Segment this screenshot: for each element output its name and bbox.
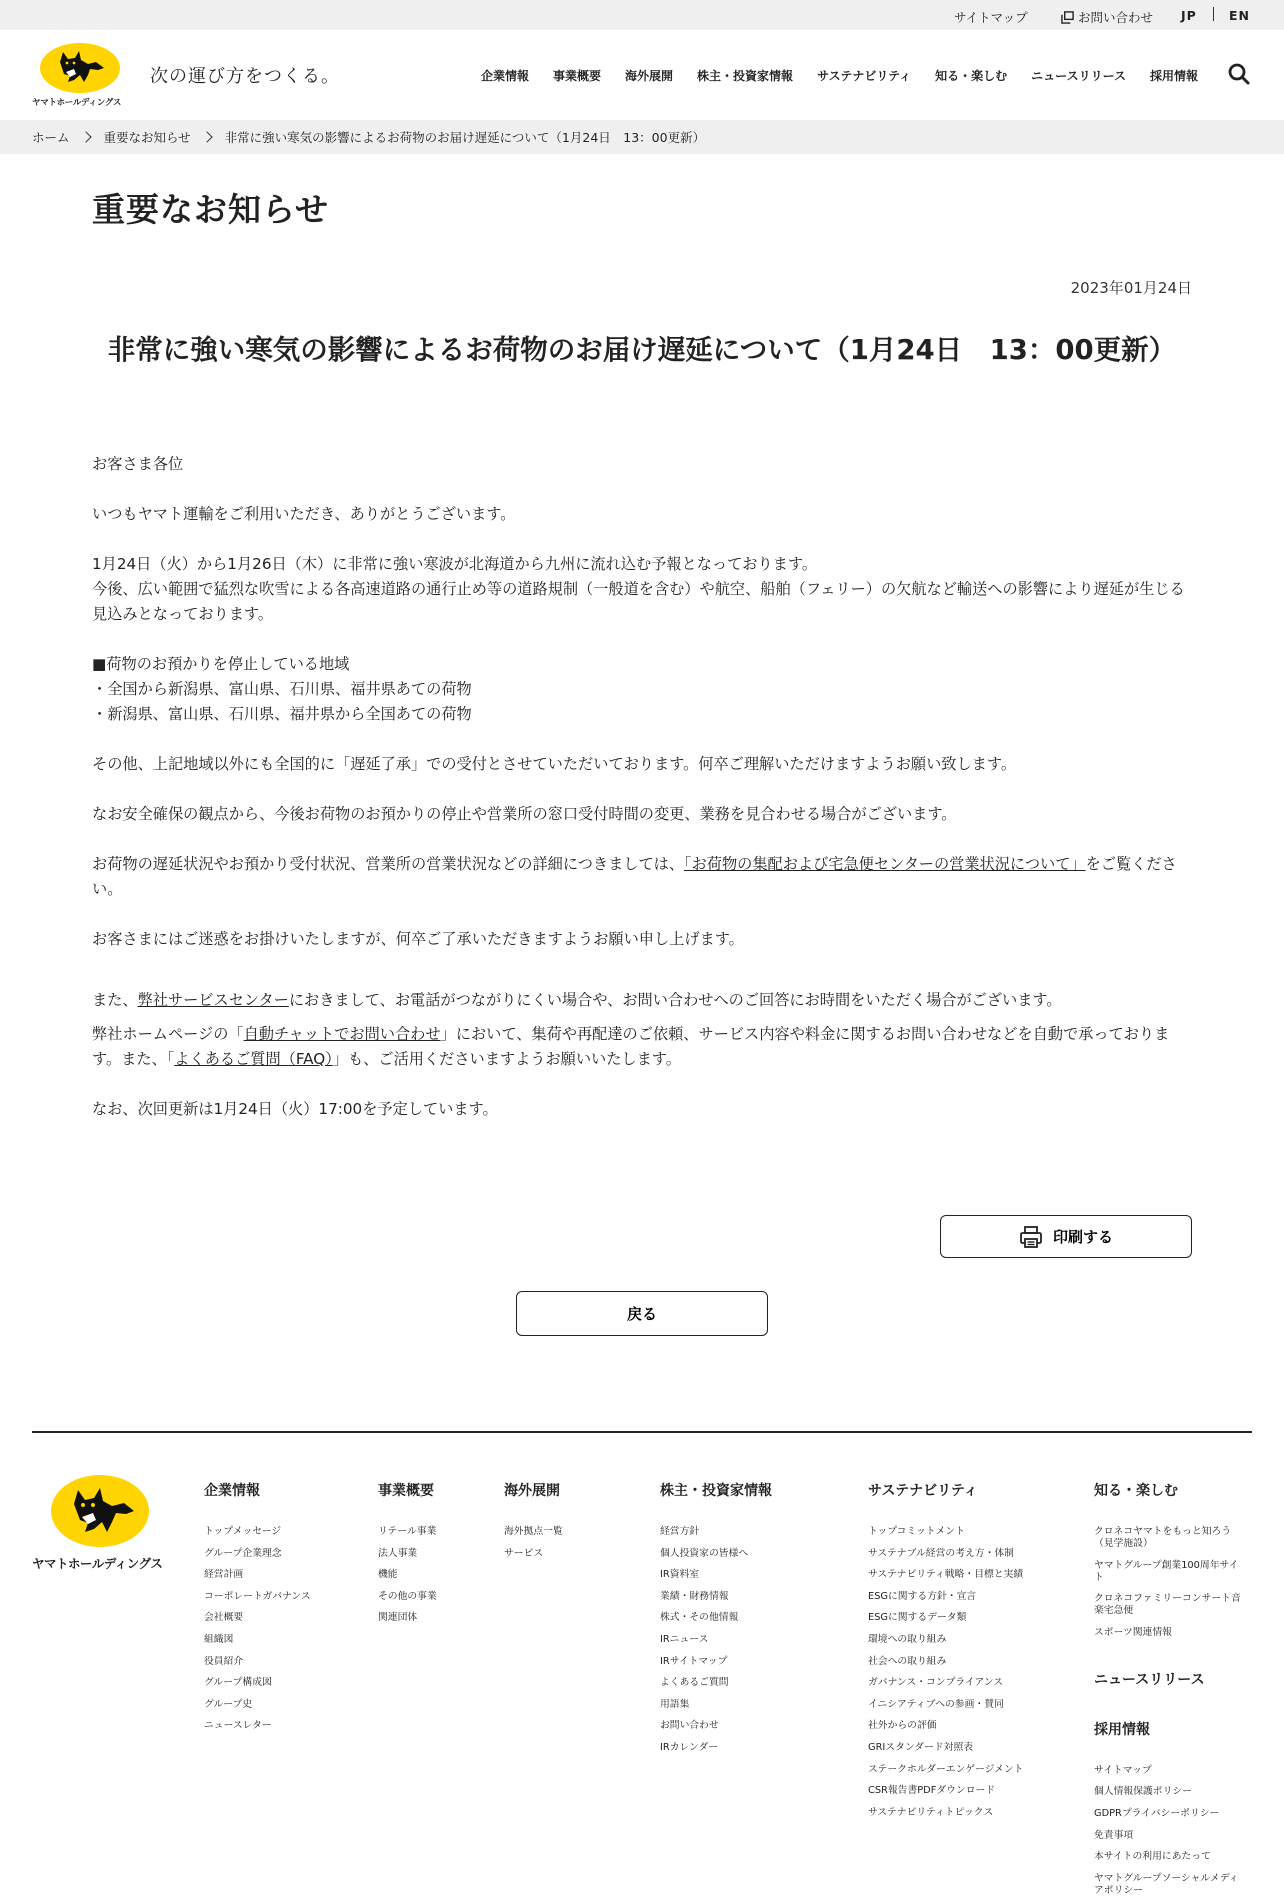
auto-chat-link[interactable]: 自動チャットでお問い合わせ (243, 1025, 441, 1043)
site-logo[interactable] (30, 42, 130, 108)
nav-item[interactable]: 知る・楽しむ (935, 69, 1008, 83)
footer-link-company[interactable]: 会社概要 (204, 1612, 244, 1624)
breadcrumb-home[interactable]: ホーム (32, 130, 70, 145)
page-title: 重要なお知らせ (92, 190, 330, 229)
status-details-pre: お荷物の遅延状況やお預かり受付状況、営業所の営業状況などの詳細につきましては、 (92, 855, 685, 873)
footer-heading[interactable]: 企業情報 (204, 1483, 260, 1499)
footer-link-ir[interactable]: IRニュース (660, 1633, 709, 1645)
footer-link-misc[interactable]: ヤマトグループソーシャルメディアポリシー (1094, 1872, 1239, 1896)
service-center-pre: また、 (92, 991, 138, 1009)
footer-divider (32, 1431, 1252, 1433)
greeting: お客さま各位 (92, 455, 184, 473)
global-nav (481, 67, 1222, 84)
external-window-icon (1061, 11, 1074, 24)
footer-heading[interactable]: 知る・楽しむ (1094, 1483, 1178, 1499)
nav-item[interactable]: 海外展開 (625, 69, 674, 83)
footer-link-sustainability[interactable]: イニシアティブへの参画・賛同 (868, 1698, 1004, 1710)
footer-col-sustainability (868, 1480, 1023, 1828)
footer-link-business[interactable]: 機能 (378, 1569, 398, 1581)
footer-link-misc[interactable]: 個人情報保護ポリシー (1094, 1786, 1192, 1798)
site-header (0, 30, 1284, 120)
impact-text: 今後、広い範囲で猛烈な吹雪による各高速道路の通行止め等の道路規制（一般道を含む）や航空、船舶（フェリー）の欠航など輸送への影響により遅延が生じる見込みとなっております。 (92, 580, 1185, 623)
footer-link-ir[interactable]: 用語集 (660, 1698, 690, 1710)
footer-col-enjoy (1094, 1480, 1244, 1900)
footer-heading-news[interactable]: ニュースリリース (1094, 1671, 1205, 1688)
footer-link-company[interactable]: グループ史 (204, 1698, 253, 1710)
nav-item[interactable]: 採用情報 (1149, 69, 1198, 83)
footer-link-enjoy[interactable]: クロネコファミリーコンサート音楽宅急便 (1094, 1593, 1241, 1617)
nav-item[interactable]: 事業概要 (553, 69, 602, 83)
footer-link-company[interactable]: コーポレートガバナンス (204, 1590, 311, 1602)
chat-faq-text (92, 1022, 1192, 1072)
nav-item[interactable]: 企業情報 (481, 69, 530, 83)
utility-contact-link[interactable] (1061, 8, 1153, 26)
utility-bar (0, 0, 1284, 30)
footer-heading[interactable]: 海外展開 (504, 1483, 560, 1499)
utility-contact-label: お問い合わせ (1078, 10, 1154, 25)
footer-heading[interactable]: 事業概要 (378, 1483, 434, 1499)
printer-icon (1019, 1225, 1043, 1249)
black-cat-logo-icon (32, 1474, 174, 1552)
footer-link-business[interactable]: 関連団体 (378, 1612, 418, 1624)
footer-link-ir[interactable]: 経営方針 (660, 1526, 700, 1537)
forecast-text: 1月24日（火）から1月26日（木）に非常に強い寒波が北海道から九州に流れ込む予報となっております。 (92, 555, 818, 573)
status-details-post: をご覧ください。 (92, 855, 1177, 898)
lang-en-link[interactable]: EN (1229, 8, 1251, 23)
footer-link-company[interactable]: 経営計画 (204, 1569, 244, 1581)
footer-link-enjoy[interactable]: クロネコヤマトをもっと知ろう（見学施設） (1094, 1526, 1232, 1549)
footer-link-misc[interactable]: 免責事項 (1094, 1829, 1134, 1841)
status-details-text (92, 852, 1192, 902)
black-cat-logo-icon (30, 42, 130, 94)
footer-link-sustainability[interactable]: ステークホルダーエンゲージメント (868, 1763, 1024, 1775)
footer-link-sustainability[interactable]: ガバナンス・コンプライアンス (868, 1677, 1004, 1689)
footer-link-sustainability[interactable]: サステナビリティ戦略・目標と実績 (868, 1569, 1024, 1581)
search-icon (1227, 62, 1251, 86)
footer-link-sustainability[interactable]: GRIスタンダード対照表 (868, 1741, 974, 1753)
footer-link-company[interactable]: トップメッセージ (204, 1526, 282, 1537)
chat-faq-pre: 弊社ホームページの「 (92, 1025, 244, 1043)
footer-link-company[interactable]: 役員紹介 (204, 1655, 244, 1667)
footer-col-business (378, 1480, 437, 1634)
chat-faq-post: 」も、ご活用くださいますようお願いいたします。 (332, 1050, 681, 1068)
logo-wordmark: ヤマトホールディングス (32, 98, 122, 108)
delivery-status-link[interactable]: 「お荷物の集配および宅急便センターの営業状況について」 (684, 855, 1086, 873)
footer-link-overseas[interactable]: 海外拠点一覧 (504, 1526, 563, 1537)
footer-col-company (204, 1480, 311, 1742)
apology-text: お客さまにはご迷惑をお掛けいたしますが、何卒ご了承いただきますようお願い申し上げます。 (92, 930, 744, 948)
footer-link-sustainability[interactable]: サステナビリティトピックス (868, 1806, 994, 1818)
footer-link-business[interactable]: リテール事業 (378, 1526, 437, 1537)
footer-heading[interactable]: 株主・投資家情報 (660, 1483, 772, 1499)
nav-item[interactable]: ニュースリリース (1031, 69, 1126, 83)
footer-link-business[interactable]: 法人事業 (378, 1547, 418, 1559)
footer-link-company[interactable]: ニュースレター (204, 1720, 272, 1732)
breadcrumb-section[interactable]: 重要なお知らせ (103, 130, 191, 145)
suspended-area-item: ・全国から新潟県、富山県、石川県、福井県あての荷物 (92, 680, 472, 698)
footer-link-misc[interactable]: サイトマップ (1094, 1764, 1152, 1776)
footer-link-business[interactable]: その他の事業 (378, 1590, 437, 1602)
suspended-area-heading: ■荷物のお預かりを停止している地域 (92, 655, 350, 673)
post-date: 2023年01月24日 (1070, 279, 1192, 297)
footer-link-ir[interactable]: IRサイトマップ (660, 1655, 728, 1667)
footer-link-enjoy[interactable]: スポーツ関連情報 (1094, 1626, 1172, 1638)
breadcrumb (0, 120, 1284, 154)
next-update-text: なお、次回更新は1月24日（火）17:00を予定しています。 (92, 1100, 498, 1118)
footer-link-enjoy[interactable]: ヤマトグループ創業100周年サイト (1094, 1559, 1239, 1583)
thanks-text: いつもヤマト運輸をご利用いただき、ありがとうございます。 (92, 505, 516, 523)
footer-link-ir[interactable]: お問い合わせ (660, 1720, 719, 1732)
lang-divider (1213, 7, 1214, 21)
footer-link-overseas[interactable]: サービス (504, 1547, 544, 1559)
footer-link-ir[interactable]: IR資料室 (660, 1569, 700, 1581)
safety-text: なお安全確保の観点から、今後お荷物のお預かりの停止や営業所の窓口受付時間の変更、業務を見合わせる場合がございます。 (92, 805, 957, 823)
nav-item[interactable]: サステナビリティ (817, 69, 912, 83)
breadcrumb-current: 非常に強い寒気の影響によるお荷物のお届け遅延について（1月24日 13：00更新） (224, 130, 706, 145)
footer-link-sustainability[interactable]: 社会への取り組み (868, 1655, 947, 1667)
footer-logo-wordmark: ヤマトホールディングス (32, 1556, 163, 1571)
footer-link-ir[interactable]: IRカレンダー (660, 1741, 719, 1753)
footer-link-ir[interactable]: 個人投資家の皆様へ (660, 1547, 749, 1559)
footer-link-ir[interactable]: 株式・その他情報 (660, 1612, 739, 1624)
utility-sitemap-link[interactable]: サイトマップ (954, 10, 1028, 25)
footer-link-ir[interactable]: よくあるご質問 (660, 1677, 729, 1689)
lang-jp-link[interactable]: JP (1181, 8, 1197, 23)
suspended-area-item: ・新潟県、富山県、石川県、福井県から全国あての荷物 (92, 705, 472, 723)
service-center-link[interactable]: 弊社サービスセンター (137, 991, 289, 1009)
nav-item[interactable]: 株主・投資家情報 (697, 69, 794, 83)
footer-link-sustainability[interactable]: ESGに関する方針・宣言 (868, 1590, 977, 1602)
footer-heading[interactable]: サステナビリティ (868, 1483, 978, 1499)
footer-logo[interactable] (32, 1474, 174, 1574)
footer-col-ir (660, 1480, 772, 1764)
footer-heading-recruit[interactable]: 採用情報 (1094, 1721, 1150, 1738)
footer-link-sustainability[interactable]: ESGに関するデータ類 (868, 1612, 967, 1624)
footer-link-company[interactable]: 組織図 (204, 1633, 234, 1645)
delay-acceptance-text: その他、上記地域以外にも全国的に「遅延了承」での受付とさせていただいております。何卒ご理解いただけますようお願い致します。 (92, 755, 1017, 773)
chevron-right-icon (80, 131, 91, 142)
faq-link[interactable]: よくあるご質問（FAQ） (174, 1050, 333, 1068)
tagline: 次の運び方をつくる。 (150, 66, 340, 87)
chat-faq-mid: 」において、集荷や再配達のご依頼、サービス内容や料金に関するお問い合わせなどを自動で承っております。また、「 (92, 1025, 1170, 1068)
article-body (92, 452, 1192, 1122)
search-button[interactable] (1227, 62, 1251, 86)
footer-link-misc[interactable]: GDPRプライバシーポリシー (1094, 1807, 1220, 1819)
footer-link-misc[interactable]: 本サイトの利用にあたって (1094, 1851, 1211, 1863)
article-title: 非常に強い寒気の影響によるお荷物のお届け遅延について（1月24日 13：00更新） (107, 334, 1177, 366)
service-center-post: におきまして、お電話がつながりにくい場合や、お問い合わせへのご回答にお時間をいただく場合がございます。 (288, 991, 1062, 1009)
service-center-text (92, 988, 1192, 1013)
footer-link-company[interactable]: グループ企業理念 (204, 1547, 282, 1559)
footer-link-ir[interactable]: 業績・財務情報 (660, 1590, 729, 1602)
footer-link-sustainability[interactable]: CSR報告書PDFダウンロード (868, 1785, 996, 1797)
footer-link-sustainability[interactable]: サステナブル経営の考え方・体制 (868, 1547, 1014, 1559)
back-button[interactable]: 戻る (516, 1291, 768, 1336)
print-button-label: 印刷する (1052, 1229, 1113, 1246)
footer-link-sustainability[interactable]: トップコミットメント (868, 1526, 965, 1537)
footer-link-sustainability[interactable]: 環境への取り組み (868, 1633, 947, 1645)
footer-col-overseas (504, 1480, 563, 1569)
footer-link-company[interactable]: グループ構成図 (204, 1677, 272, 1689)
footer-link-sustainability[interactable]: 社外からの評価 (868, 1720, 937, 1732)
print-button[interactable] (940, 1215, 1192, 1258)
chevron-right-icon (201, 131, 212, 142)
